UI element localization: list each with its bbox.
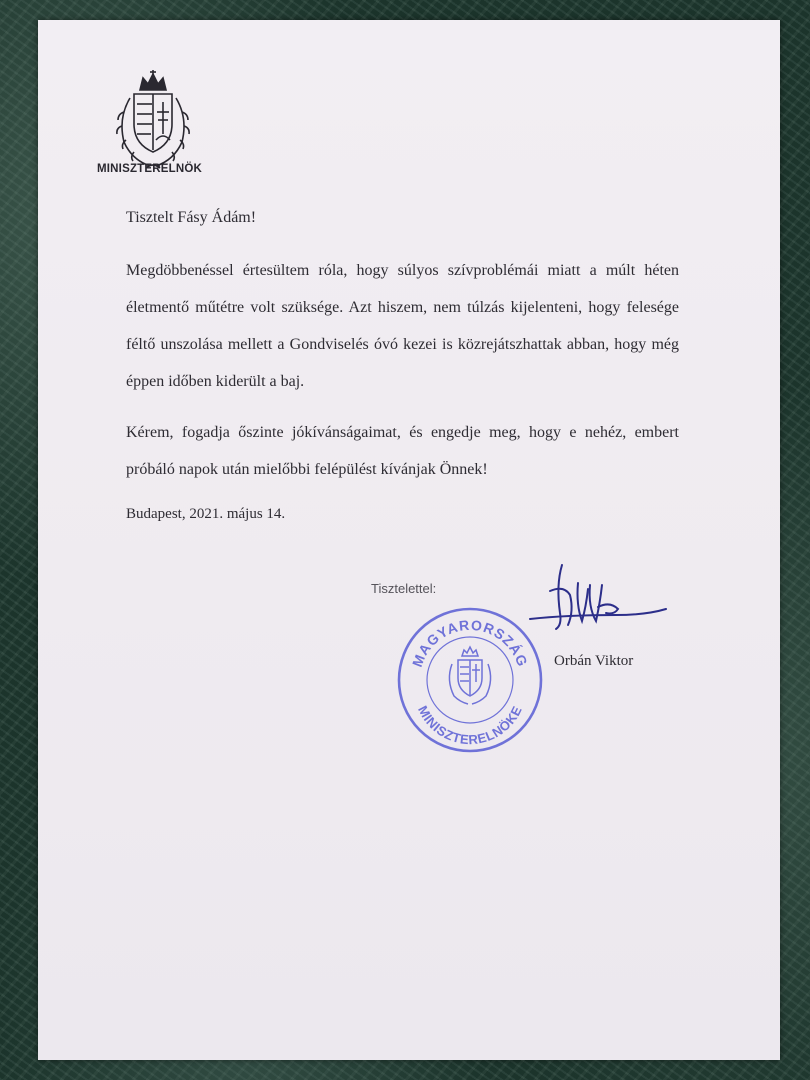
stamp-bottom-text: MINISZTERELNÖKE	[415, 703, 525, 748]
letter-paragraph: Kérem, fogadja őszinte jókívánságaimat, és engedje meg, hogy e nehéz, embert próbáló napok után mielőbbi felépülést kívánjak Önnek!	[126, 424, 679, 478]
place-and-date: Budapest, 2021. május 14.	[126, 506, 286, 522]
stamp-crest-icon	[449, 647, 490, 704]
official-stamp	[390, 600, 550, 760]
stamp-top-text: MAGYARORSZÁG	[408, 616, 532, 670]
letter-paragraph: Megdöbbenéssel értesültem róla, hogy súlyos szívproblémái miatt a múlt héten életmentő műtétre volt szüksége. Azt hiszem, nem túlzás kijelenteni, hogy felesége féltő unszolása mellett a Gondviselés óvó kezei is közrejátszhattak abban, hogy még éppen időben kiderült a baj.	[126, 262, 679, 390]
letter-page	[38, 20, 780, 1060]
signer-name: Orbán Viktor	[554, 653, 634, 669]
office-title: MINISZTERELNÖK	[97, 163, 203, 175]
letter-salutation: Tisztelt Fásy Ádám!	[126, 209, 257, 226]
closing-phrase: Tisztelettel:	[371, 581, 437, 596]
hungarian-coat-of-arms-icon	[110, 68, 196, 178]
